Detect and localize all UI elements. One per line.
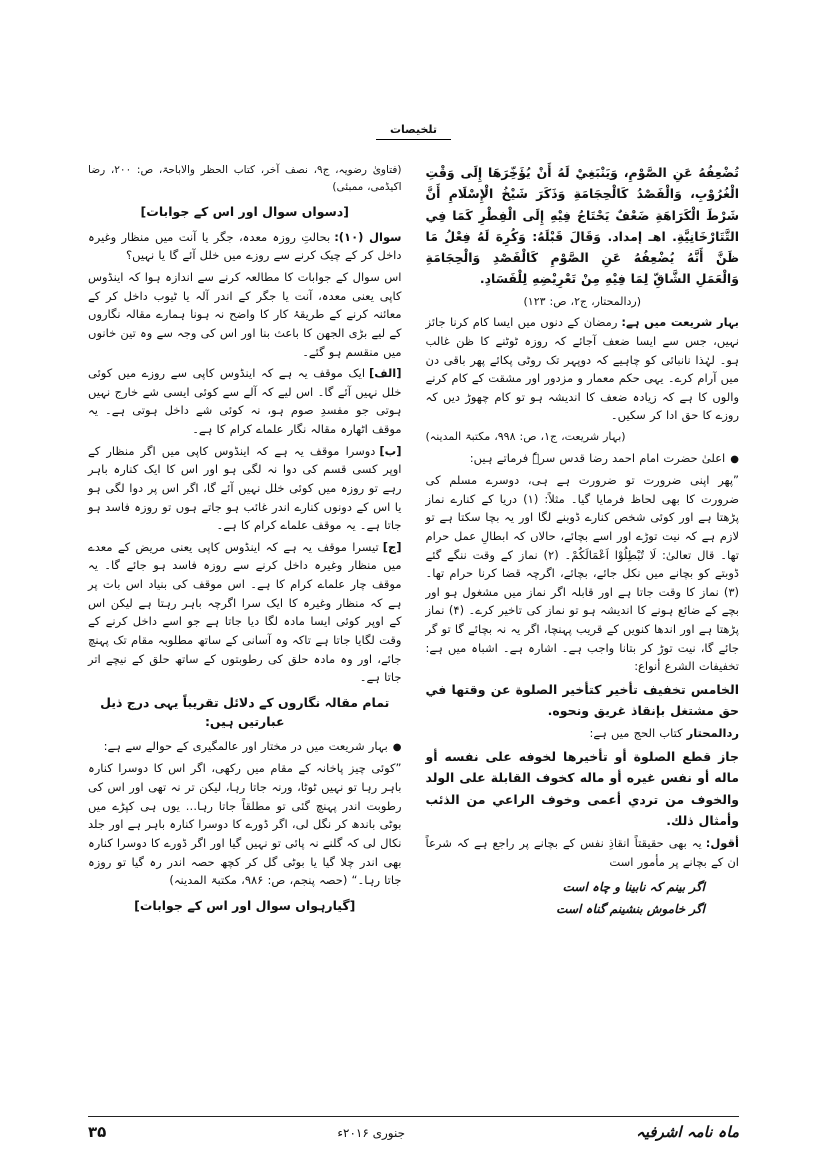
reference-bahar-shariat: (بہار شریعت، ج۱، ص: ۹۹۸، مکتبۃ المدینہ) (425, 430, 626, 444)
paragraph-question-10 (88, 228, 402, 265)
paragraph-lead: [الف] (369, 366, 402, 381)
section-heading-question-11: [گیارہواں سوال اور اس کے جوابات] (134, 897, 356, 913)
paragraph-text: ”پھر اپنی ضرورت تو ضرورت ہے ہی، دوسرے مسلم کی ضرورت کا بھی لحاظ فرمایا گیا۔ مثلاً: (۱) دریا کے کنارے نماز پڑھتا ہے اور کوئی شخص کنارے ڈوبنے لگا اور یہ بچا سکتا ہے تو لازم ہے کہ نیت توڑے اور اسے بچائے، حالاں کہ ابطالِ عمل حرام تھا۔ قال تعالیٰ: لَا تُبْطِلُوْا اَعْمَالَكُمْ۔ (۲) نماز کے وقت ننگے گئے ڈوبتے کو بچانے میں نکل جائے، بچائے، اگرچہ قضا کرنا حرام تھا۔ (۳) نماز کا وقت جاتا ہے اور قابلہ اگر نماز میں مشغول ہو اور بچے کے ضائع ہونے کا اندیشہ ہو تو نماز کی تاخیر کرے۔ (۴) نماز پڑھتا ہے اور اندھا کنویں کے قریب پہنچا، اگر یہ نہ بچائے گا تو گر جائے گا، نیت توڑ کر بتانا واجب ہے۔ اشارہ ہے۔ اشباہ میں ہے: تخفیفات الشرع أنواع: (425, 473, 740, 674)
bullet-text: بہار شریعت میں در مختار اور عالمگیری کے حوالے سے ہے: (103, 739, 388, 754)
paragraph-text: رمضان کے دنوں میں ایسا کام کرنا جائز نہیں، جس سے ایسا ضعف آجائے کہ روزہ ٹوٹنے کا ظن غالب ہو۔ لہٰذا نانبائی کو چاہیے کہ دوپہر تک روٹی پکائے پھر باقی دن میں آرام کرے۔ یہی حکم معمار و مزدور اور مشقت کے کام کرنے والوں کا ہے کہ زیادہ ضعف کا اندیشہ ہو تو کام چھوڑ دیں کہ روزے کا حق ادا کر سکیں۔ (425, 315, 739, 423)
paragraph-lead: أقول: (705, 836, 739, 851)
persian-verse (426, 877, 740, 920)
paragraph-examples (426, 471, 740, 676)
section-heading-dalail: تمام مقالہ نگاروں کے دلائل تقریباً یہی درج ذیل عبارتیں ہیں: (100, 694, 390, 729)
paragraph-lead: ردالمحتار (686, 726, 739, 741)
bullet-icon: ● (392, 742, 402, 754)
paragraph-conclusion (426, 834, 740, 871)
paragraph-text: اس سوال کے جوابات کا مطالعہ کرنے سے اندازہ ہوا کہ اینڈوس کاپی یعنی معدہ، آنت یا جگر کے اندر آلہ یا ٹیوب داخل کر کے معائنہ کرنے کے طریقۂ کار کا واضح نہ ہونا ہمارے مقالہ نگاروں کے لیے بڑی الجھن کا باعث بنا اور اس کی وجہ سے وہ تین خانوں میں منقسم ہو گئے۔ (88, 270, 402, 359)
left-column (88, 162, 402, 922)
page-footer (88, 1116, 739, 1141)
paragraph-lead: بہار شریعت میں ہے: (621, 315, 739, 330)
reference-raddul-muhtar: (ردالمحتار، ج۲، ص: ۱۲۳) (523, 294, 641, 308)
paragraph-lead: سوال (۱۰): (334, 229, 402, 244)
right-column (426, 162, 740, 921)
paragraph-intro (88, 268, 402, 361)
page-header (88, 118, 739, 140)
paragraph-position-ba (88, 442, 402, 535)
paragraph-text: ایک موقف یہ ہے کہ اینڈوس کاپی سے روزے میں کوئی خلل نہیں آئے گا۔ اس لیے کہ آلے سے کوئی ایسی شے خارج نہیں ہوتی جو مفسدِ صوم ہو، نہ کوئی شے داخل ہوتی ہے۔ یہ موقف اٹھارہ مقالہ نگار علماے کرام کا ہے۔ (88, 366, 402, 436)
paragraph-lead: [ب] (379, 443, 402, 458)
page-number: ۳۵ (88, 1123, 107, 1141)
paragraph-text: تیسرا موقف یہ ہے کہ اینڈوس کاپی یعنی مریض کے معدے میں منظار وغیرہ داخل کرنے سے روزہ فاسد ہو جائے گا۔ یہ موقف چار علماے کرام کا ہے۔ اس موقف کی بنیاد اس بات پر ہے کہ منظار وغیرہ کا ایک سرا اگرچہ باہر رہتا ہے لیکن اس کے اوپر کوئی ایسا مادہ لگا دیا جاتا ہے جو اسے داخل کرنے کے وقت لگایا جاتا ہے تاکہ وہ آسانی کے ساتھ مطلوبہ مقام تک پہنچ جائے، اور وہ مادہ حلق کی رطوبتوں کے ساتھ حلق کے نیچے اتر جاتا ہے۔ (88, 539, 402, 685)
paragraph-text: بحالتِ روزہ معدہ، جگر یا آنت میں منظار وغیرہ داخل کر کے چیک کرنے سے روزے میں خلل آئے گا یا نہیں؟ (88, 229, 402, 263)
bullet-item-bahar-shariat (88, 737, 402, 756)
bullet-item-ala-hazrat (426, 449, 740, 468)
paragraph-bahar-quote (88, 759, 402, 889)
paragraph-position-alif (88, 364, 402, 439)
paragraph-bahar-shariat (426, 313, 740, 425)
paragraph-position-jim (88, 538, 402, 687)
verse-line-2: اگر خاموش بنشینم گناہ است (556, 901, 705, 916)
bullet-icon: ● (730, 453, 739, 465)
arabic-quote-ashbah: الخامس تخفيف تأخير كتأخير الصلوة عن وقتها في حق مشتغل بإنقاذ غريق ونحوه. (425, 681, 739, 719)
arabic-quote-raddul-muhtar: تُضْعِفُهُ عَنِ الصَّوْمِ، وَيَنْبَغِيْ لَهُ أَنْ يُؤَخِّرَهَا إِلَى وَقْتِ الْغُرُوْبِ، وَالْفَصْدُ كَالْحِجَامَةِ وَذَكَرَ شَيْخُ الْإِسْلَامِ أَنَّ شَرْطَ الْكَرَاهَةِ ضَعْفٌ يَحْتَاجُ فِيْهِ إِلَى الْفِطْرِ كَمَا فِي التَّتَارْخَانِيَّةِ. اهـ إمداد. وَقَالَ قَبْلَهُ: وَكُرِهَ لَهُ فِعْلُ مَا ظَنَّ أَنَّهُ يُضْعِفُهُ عَنِ الصَّوْمِ كَالْفَصْدِ وَالْحِجَامَةِ وَالْعَمَلِ الشَّاقِّ لِمَا فِيْهِ مِنْ تَعْرِيْضِهِ لِلْفَسَادِ. (425, 165, 739, 287)
paragraph-text: یہ بھی حقیقتاً انقاذِ نفس کے بچانے پر راجع ہے کہ شرعاً ان کے بچانے پر مأمور است (425, 836, 739, 869)
section-heading-question-10: [دسواں سوال اور اس کے جوابات] (140, 204, 349, 219)
paragraph-lead: [ج] (382, 539, 402, 554)
paragraph-text: کتاب الحج میں ہے: (589, 726, 683, 741)
paragraph-text: ”کوئی چیز پاخانہ کے مقام میں رکھی، اگر اس کا دوسرا کنارہ باہر رہا تو نہیں ٹوٹا، ورنہ جاتا رہا، لیکن تر نہ تھی اور اس کی رطوبت اندر پہنچ گئی تو مطلقاً جاتا رہا… یوں ہی کپڑے میں بوٹی باندھ کر نگل لی، اگر ڈورے کا دوسرا کنارہ باہر ہے اور جلد نکال لی کہ گلنے نہ پائی تو نہیں گیا اور اگر ڈورے کا دوسرا کنارہ بھی اندر چلا گیا یا بوٹی گل کر کچھ حصہ اندر رہ گیا تو روزہ جاتا رہا۔“ (حصہ پنجم، ص: ۹۸۶، مکتبۃ المدینہ) (88, 761, 402, 888)
bullet-text: اعلیٰ حضرت امام احمد رضا قدس سرہٗ فرماتے ہیں: (469, 450, 726, 465)
footer-magazine-name: ماہ نامہ اشرفیہ (636, 1123, 739, 1141)
arabic-quote-hajj: جاز قطع الصلوة أو تأخيرها لخوفه على نفسه أو ماله أو نفس غيره أو ماله كخوف القابلة على الولد والخوف من تردي أعمى وخوف الراعي من الذئب وأمثال ذلك. (425, 749, 739, 828)
footer-row (88, 1123, 739, 1141)
reference-fatawa-razaviyya: (فتاویٰ رضویہ، ج۹، نصف آخر، کتاب الحظر والاباحۃ، ص: ۲۰۰، رضا اکیڈمی، ممبئی) (88, 164, 402, 193)
verse-line-1: اگر بینم کہ نابینا و چاہ است (562, 880, 705, 895)
page-header-title: تلخيصات (376, 123, 451, 140)
content-columns (88, 162, 739, 922)
paragraph-raddul-hajj (426, 724, 740, 743)
paragraph-text: دوسرا موقف یہ ہے کہ اینڈوس کاپی میں اگر منظار کے اوپر کسی قسم کی دوا نہ لگی ہو اور اس کا ایک کنارہ باہر رہے تو روزہ میں کوئی خلل نہیں آئے گا، اگر اس پر دوا لگی ہو یا اس کے دونوں کنارے اندر غائب ہو جاتے ہوں تو روزہ فاسد ہو جاتا ہے۔ یہ موقف علماے کرام کا ہے۔ (88, 443, 402, 533)
footer-date: جنوری ۲۰۱۶ء (337, 1126, 406, 1140)
